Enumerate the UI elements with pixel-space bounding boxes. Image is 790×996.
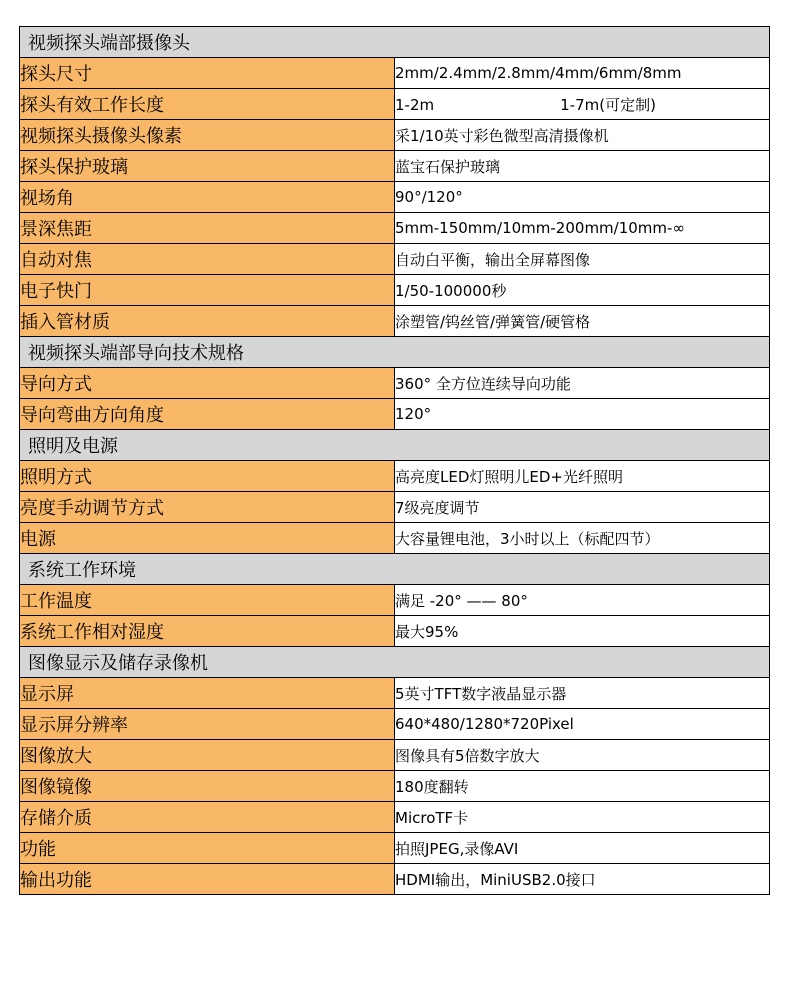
row-value: 1/50-100000秒 <box>395 275 770 306</box>
table-row <box>20 368 770 399</box>
row-value: 高亮度LED灯照明儿ED+光纤照明 <box>395 461 770 492</box>
table-row <box>20 306 770 337</box>
row-value: 满足 -20° —— 80° <box>395 585 770 616</box>
row-value: 7级亮度调节 <box>395 492 770 523</box>
table-row <box>20 802 770 833</box>
spec-table <box>19 26 770 895</box>
section-title: 视频探头端部摄像头 <box>20 27 770 58</box>
row-label: 景深焦距 <box>20 213 395 244</box>
table-row <box>20 864 770 895</box>
section-title: 照明及电源 <box>20 430 770 461</box>
row-label: 探头有效工作长度 <box>20 89 395 120</box>
row-label: 功能 <box>20 833 395 864</box>
table-row <box>20 740 770 771</box>
row-value: 蓝宝石保护玻璃 <box>395 151 770 182</box>
row-value: MicroTF卡 <box>395 802 770 833</box>
table-row <box>20 151 770 182</box>
row-label: 探头保护玻璃 <box>20 151 395 182</box>
section-header-environment <box>20 554 770 585</box>
row-label: 导向方式 <box>20 368 395 399</box>
row-value <box>395 89 770 120</box>
row-value: 自动白平衡，输出全屏幕图像 <box>395 244 770 275</box>
section-header-lighting-power <box>20 430 770 461</box>
row-label: 系统工作相对湿度 <box>20 616 395 647</box>
row-label: 视场角 <box>20 182 395 213</box>
row-label: 视频探头摄像头像素 <box>20 120 395 151</box>
section-title: 视频探头端部导向技术规格 <box>20 337 770 368</box>
table-row <box>20 709 770 740</box>
table-row <box>20 492 770 523</box>
row-value: 180度翻转 <box>395 771 770 802</box>
row-value: 拍照JPEG,录像AVI <box>395 833 770 864</box>
row-value: 640*480/1280*720Pixel <box>395 709 770 740</box>
row-value: 大容量锂电池，3小时以上（标配四节） <box>395 523 770 554</box>
row-label: 照明方式 <box>20 461 395 492</box>
row-label: 自动对焦 <box>20 244 395 275</box>
row-label: 电子快门 <box>20 275 395 306</box>
row-label: 插入管材质 <box>20 306 395 337</box>
row-value: HDMI输出，MiniUSB2.0接口 <box>395 864 770 895</box>
row-value: 采1/10英寸彩色微型高清摄像机 <box>395 120 770 151</box>
table-row <box>20 833 770 864</box>
row-label: 亮度手动调节方式 <box>20 492 395 523</box>
row-label: 工作温度 <box>20 585 395 616</box>
table-row <box>20 461 770 492</box>
table-row <box>20 244 770 275</box>
row-label: 输出功能 <box>20 864 395 895</box>
row-label: 导向弯曲方向角度 <box>20 399 395 430</box>
table-row <box>20 616 770 647</box>
row-label: 显示屏分辨率 <box>20 709 395 740</box>
table-row <box>20 89 770 120</box>
table-row <box>20 120 770 151</box>
section-title: 系统工作环境 <box>20 554 770 585</box>
row-value-part1: 1-2m <box>395 95 435 114</box>
section-header-display-storage <box>20 647 770 678</box>
row-label: 图像放大 <box>20 740 395 771</box>
section-header-guidance <box>20 337 770 368</box>
row-value: 涂塑管/钨丝管/弹簧管/硬管格 <box>395 306 770 337</box>
section-title: 图像显示及储存录像机 <box>20 647 770 678</box>
row-value: 最大95% <box>395 616 770 647</box>
row-label: 图像镜像 <box>20 771 395 802</box>
row-label: 显示屏 <box>20 678 395 709</box>
row-value: 90°/120° <box>395 182 770 213</box>
table-row <box>20 678 770 709</box>
row-value: 2mm/2.4mm/2.8mm/4mm/6mm/8mm <box>395 58 770 89</box>
row-value: 5英寸TFT数字液晶显示器 <box>395 678 770 709</box>
row-value-part2: 1-7m(可定制) <box>560 95 656 114</box>
row-value: 5mm-150mm/10mm-200mm/10mm-∞ <box>395 213 770 244</box>
row-value: 360° 全方位连续导向功能 <box>395 368 770 399</box>
row-label: 电源 <box>20 523 395 554</box>
table-row <box>20 213 770 244</box>
section-header-camera <box>20 27 770 58</box>
table-row <box>20 58 770 89</box>
table-row <box>20 523 770 554</box>
row-value: 图像具有5倍数字放大 <box>395 740 770 771</box>
row-label: 存储介质 <box>20 802 395 833</box>
table-row <box>20 771 770 802</box>
table-row <box>20 182 770 213</box>
row-value: 120° <box>395 399 770 430</box>
table-row <box>20 585 770 616</box>
table-row <box>20 399 770 430</box>
table-row <box>20 275 770 306</box>
row-label: 探头尺寸 <box>20 58 395 89</box>
